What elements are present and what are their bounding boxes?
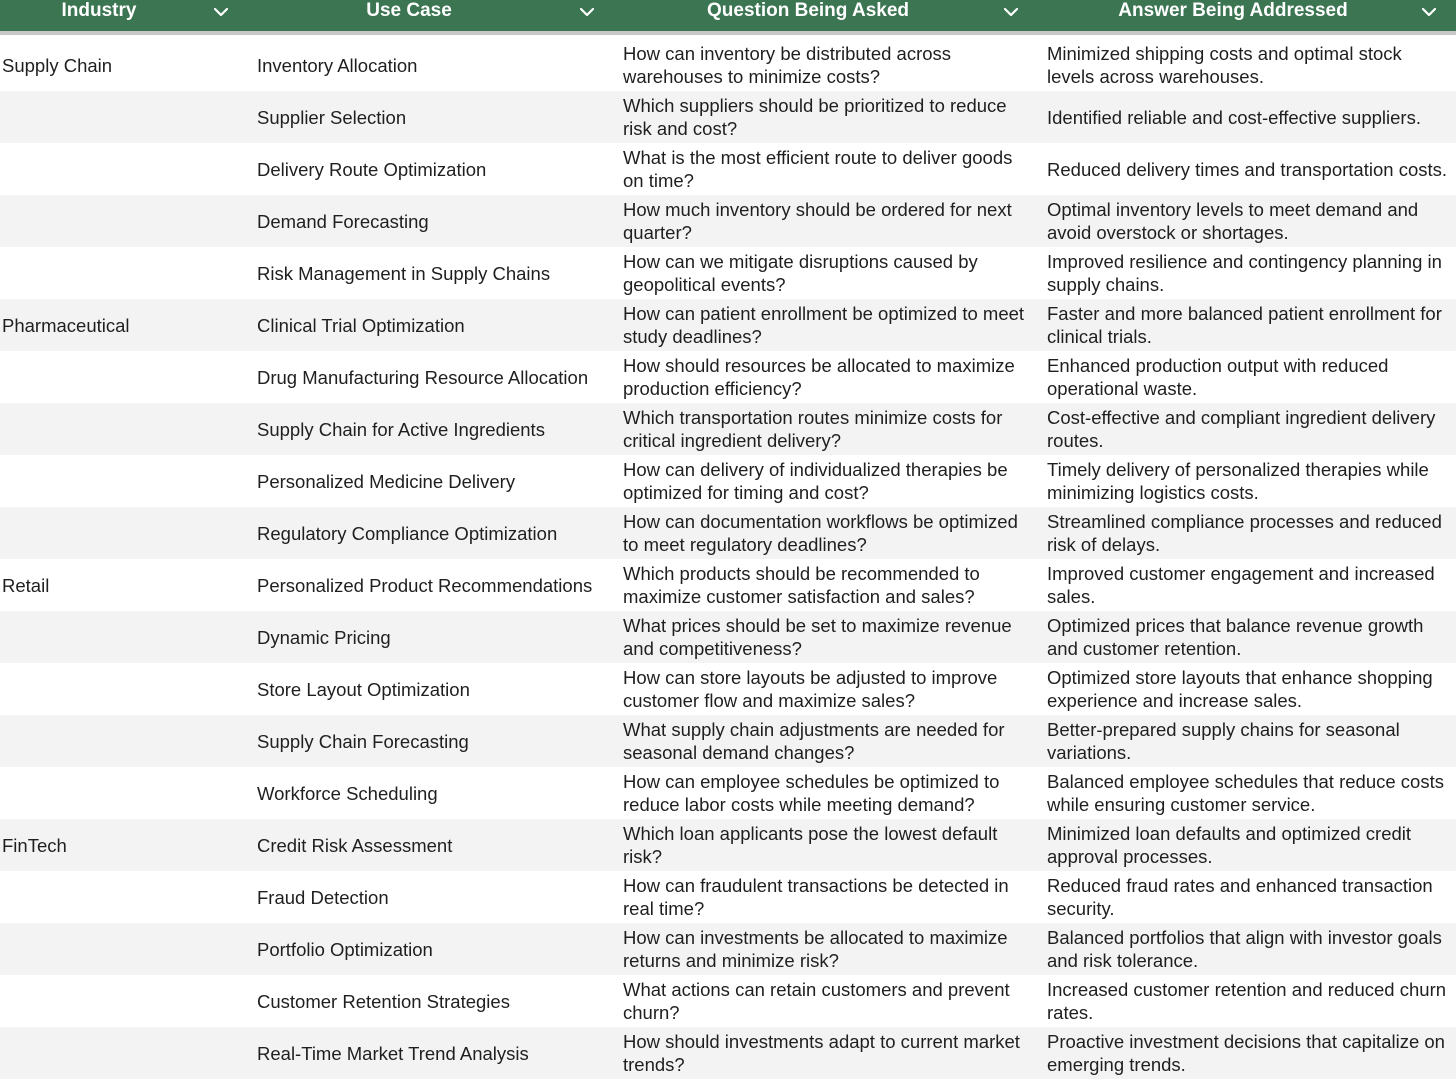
industry-cell[interactable]	[0, 91, 248, 143]
chevron-down-icon[interactable]	[212, 3, 230, 21]
industry-cell[interactable]	[0, 403, 248, 455]
use-case-cell[interactable]: Customer Retention Strategies	[257, 990, 510, 1012]
table-row	[0, 143, 1456, 195]
industry-cell[interactable]: Supply Chain	[2, 54, 113, 76]
question-cell[interactable]: How can fraudulent transactions be detected in real time?	[623, 875, 1009, 919]
use-case-cell[interactable]: Risk Management in Supply Chains	[257, 262, 551, 284]
question-cell[interactable]: Which suppliers should be prioritized to reduce risk and cost?	[623, 95, 1007, 139]
answer-cell[interactable]: Proactive investment decisions that capitalize on emerging trends.	[1047, 1031, 1445, 1075]
table-row	[0, 195, 1456, 247]
use-case-cell[interactable]: Supply Chain for Active Ingredients	[257, 418, 545, 440]
table-row	[0, 247, 1456, 299]
column-header-use-case[interactable]	[248, 0, 614, 31]
answer-cell[interactable]: Optimized store layouts that enhance shopping experience and increase sales.	[1047, 667, 1433, 711]
question-cell[interactable]: What supply chain adjustments are needed for seasonal demand changes?	[623, 719, 1005, 763]
use-case-cell[interactable]: Store Layout Optimization	[257, 678, 470, 700]
industry-cell[interactable]	[0, 455, 248, 507]
question-cell[interactable]: How can documentation workflows be optimized to meet regulatory deadlines?	[623, 511, 1018, 555]
industry-cell[interactable]	[0, 767, 248, 819]
table-row	[0, 767, 1456, 819]
question-cell[interactable]: How can store layouts be adjusted to improve customer flow and maximize sales?	[623, 667, 998, 711]
question-cell[interactable]: How should investments adapt to current market trends?	[623, 1031, 1020, 1075]
table-row	[0, 559, 1456, 611]
industry-cell[interactable]: FinTech	[2, 834, 67, 856]
industry-cell[interactable]	[0, 715, 248, 767]
use-case-cell[interactable]: Fraud Detection	[257, 886, 389, 908]
use-case-cell[interactable]: Dynamic Pricing	[257, 626, 391, 648]
question-cell[interactable]: How can investments be allocated to maximize returns and minimize risk?	[623, 927, 1008, 971]
question-cell[interactable]: What prices should be set to maximize revenue and competitiveness?	[623, 615, 1012, 659]
table-row	[0, 403, 1456, 455]
table-row	[0, 663, 1456, 715]
table-row	[0, 1027, 1456, 1079]
industry-cell[interactable]	[0, 195, 248, 247]
industry-cell[interactable]	[0, 923, 248, 975]
column-header-question[interactable]	[614, 0, 1038, 31]
answer-cell[interactable]: Minimized loan defaults and optimized credit approval processes.	[1047, 823, 1412, 867]
industry-cell[interactable]	[0, 1027, 248, 1079]
answer-cell[interactable]: Reduced delivery times and transportation costs.	[1047, 158, 1448, 180]
chevron-down-icon[interactable]	[1002, 3, 1020, 21]
table-row	[0, 871, 1456, 923]
table-row	[0, 39, 1456, 91]
chevron-down-icon[interactable]	[578, 3, 596, 21]
answer-cell[interactable]: Better-prepared supply chains for seasonal variations.	[1047, 719, 1400, 763]
industry-cell[interactable]	[0, 975, 248, 1027]
answer-cell[interactable]: Balanced employee schedules that reduce costs while ensuring customer service.	[1047, 771, 1444, 815]
question-cell[interactable]: How can we mitigate disruptions caused by geopolitical events?	[623, 251, 978, 295]
use-case-cell[interactable]: Real-Time Market Trend Analysis	[257, 1042, 529, 1064]
use-case-cell[interactable]: Supply Chain Forecasting	[257, 730, 469, 752]
column-header-label: Use Case	[366, 0, 452, 21]
answer-cell[interactable]: Identified reliable and cost-effective suppliers.	[1047, 106, 1421, 128]
chevron-down-icon[interactable]	[1420, 3, 1438, 21]
table-row	[0, 351, 1456, 403]
answer-cell[interactable]: Enhanced production output with reduced operational waste.	[1047, 355, 1389, 399]
use-case-cell[interactable]: Credit Risk Assessment	[257, 834, 453, 856]
question-cell[interactable]: What is the most efficient route to deliver goods on time?	[623, 147, 1013, 191]
table-row	[0, 975, 1456, 1027]
column-header-industry[interactable]	[0, 0, 248, 31]
table-row	[0, 611, 1456, 663]
question-cell[interactable]: Which products should be recommended to maximize customer satisfaction and sales?	[623, 563, 980, 607]
answer-cell[interactable]: Improved resilience and contingency planning in supply chains.	[1047, 251, 1442, 295]
column-header-answer[interactable]	[1038, 0, 1456, 31]
question-cell[interactable]: How can employee schedules be optimized to reduce labor costs while meeting demand?	[623, 771, 1000, 815]
answer-cell[interactable]: Streamlined compliance processes and reduced risk of delays.	[1047, 511, 1442, 555]
table-row	[0, 507, 1456, 559]
question-cell[interactable]: How can patient enrollment be optimized to meet study deadlines?	[623, 303, 1025, 347]
industry-cell[interactable]	[0, 871, 248, 923]
question-cell[interactable]: Which loan applicants pose the lowest default risk?	[623, 823, 998, 867]
question-cell[interactable]: How can inventory be distributed across warehouses to minimize costs?	[623, 43, 952, 87]
use-case-cell[interactable]: Supplier Selection	[257, 106, 407, 128]
table-body	[0, 35, 1456, 1079]
industry-cell[interactable]: Pharmaceutical	[2, 314, 130, 336]
answer-cell[interactable]: Improved customer engagement and increased sales.	[1047, 563, 1435, 607]
question-cell[interactable]: How much inventory should be ordered for next quarter?	[623, 199, 1012, 243]
answer-cell[interactable]: Balanced portfolios that align with investor goals and risk tolerance.	[1047, 927, 1442, 971]
industry-cell[interactable]	[0, 507, 248, 559]
table-row	[0, 819, 1456, 871]
use-case-cell[interactable]: Personalized Medicine Delivery	[257, 470, 516, 492]
industry-cell[interactable]	[0, 611, 248, 663]
use-case-cell[interactable]: Workforce Scheduling	[257, 782, 438, 804]
table-row	[0, 455, 1456, 507]
table-row	[0, 91, 1456, 143]
industry-cell[interactable]: Retail	[2, 574, 50, 596]
use-case-cell[interactable]: Delivery Route Optimization	[257, 158, 487, 180]
table-row	[0, 923, 1456, 975]
use-case-cell[interactable]: Clinical Trial Optimization	[257, 314, 465, 336]
answer-cell[interactable]: Optimized prices that balance revenue growth and customer retention.	[1047, 615, 1424, 659]
question-cell[interactable]: How should resources be allocated to maximize production efficiency?	[623, 355, 1015, 399]
answer-cell[interactable]: Optimal inventory levels to meet demand and avoid overstock or shortages.	[1047, 199, 1419, 243]
answer-cell[interactable]: Cost-effective and compliant ingredient delivery routes.	[1047, 407, 1436, 451]
question-cell[interactable]: Which transportation routes minimize costs for critical ingredient delivery?	[623, 407, 1003, 451]
column-header-label: Question Being Asked	[707, 0, 909, 21]
table-row	[0, 299, 1456, 351]
use-case-cell[interactable]: Drug Manufacturing Resource Allocation	[257, 366, 589, 388]
question-cell[interactable]: What actions can retain customers and prevent churn?	[623, 979, 1010, 1023]
answer-cell[interactable]: Reduced fraud rates and enhanced transaction security.	[1047, 875, 1433, 919]
industry-cell[interactable]	[0, 247, 248, 299]
industry-cell[interactable]	[0, 351, 248, 403]
answer-cell[interactable]: Minimized shipping costs and optimal stock levels across warehouses.	[1047, 43, 1402, 87]
use-case-cell[interactable]: Personalized Product Recommendations	[257, 574, 593, 596]
column-header-label: Answer Being Addressed	[1118, 0, 1348, 21]
use-case-cell[interactable]: Portfolio Optimization	[257, 938, 433, 960]
table-row	[0, 715, 1456, 767]
industry-cell[interactable]	[0, 143, 248, 195]
use-case-cell[interactable]: Regulatory Compliance Optimization	[257, 522, 558, 544]
column-header-label: Industry	[61, 0, 137, 21]
industry-cell[interactable]	[0, 663, 248, 715]
answer-cell[interactable]: Faster and more balanced patient enrollment for clinical trials.	[1047, 303, 1442, 347]
use-case-cell[interactable]: Demand Forecasting	[257, 210, 429, 232]
table-header	[0, 0, 1456, 35]
answer-cell[interactable]: Timely delivery of personalized therapies while minimizing logistics costs.	[1047, 459, 1429, 503]
answer-cell[interactable]: Increased customer retention and reduced churn rates.	[1047, 979, 1447, 1023]
use-case-cell[interactable]: Inventory Allocation	[257, 54, 418, 76]
question-cell[interactable]: How can delivery of individualized therapies be optimized for timing and cost?	[623, 459, 1008, 503]
